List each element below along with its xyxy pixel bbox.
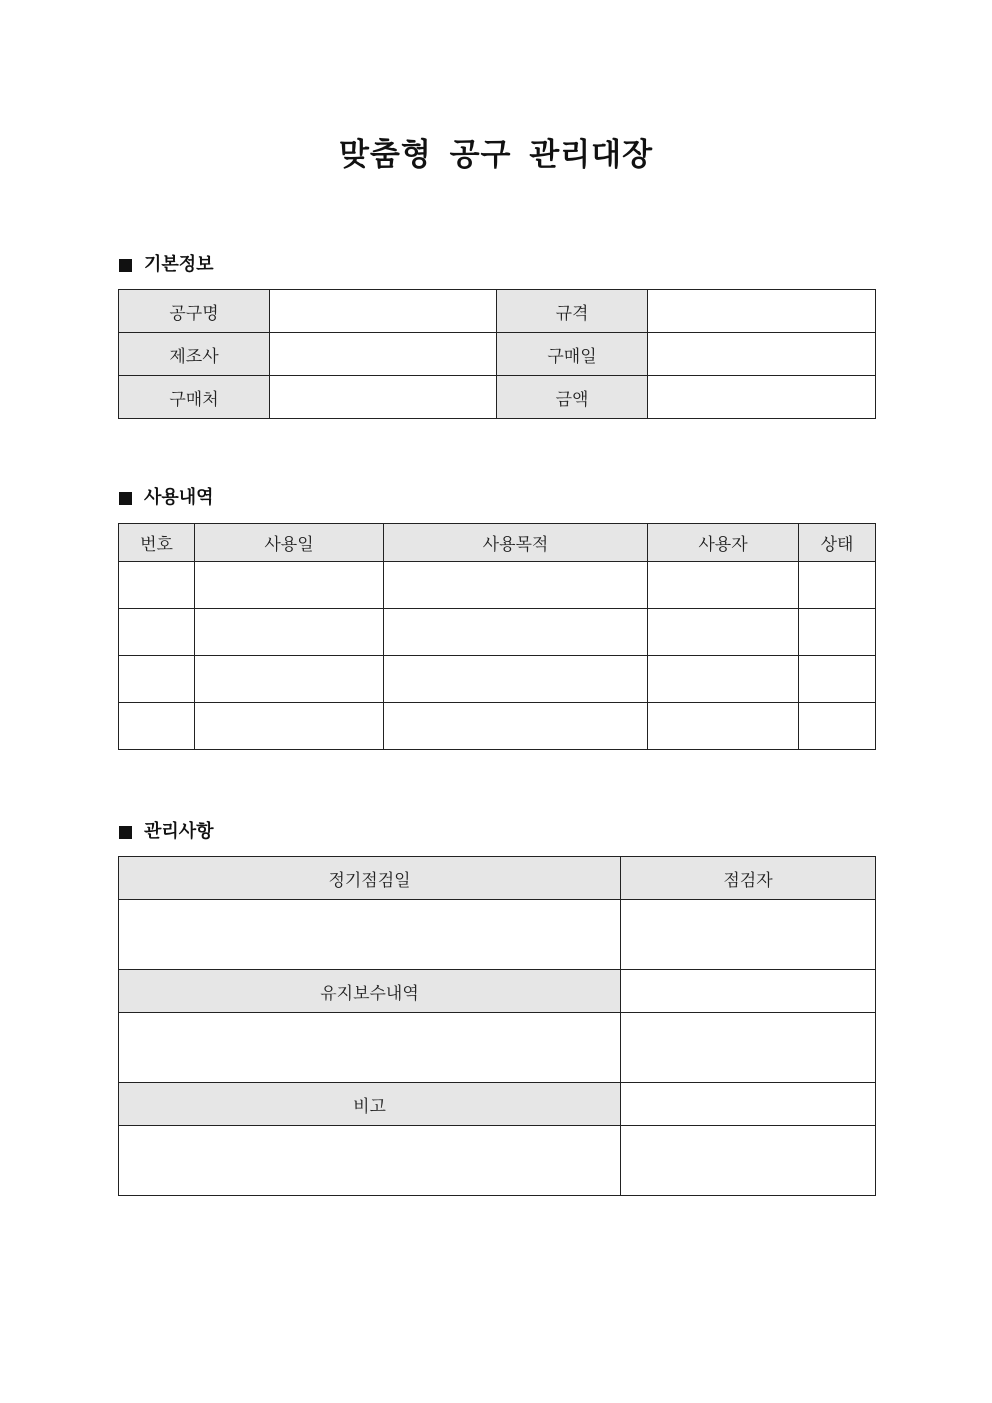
table-cell[interactable] — [119, 562, 195, 609]
table-cell[interactable] — [195, 656, 384, 703]
table-row — [119, 1013, 876, 1083]
spec-label: 규격 — [497, 290, 648, 333]
amount-label: 금액 — [497, 376, 648, 419]
table-cell[interactable] — [799, 609, 876, 656]
section-heading-label: 관리사항 — [144, 821, 214, 842]
section-heading-basic-info — [119, 253, 214, 277]
vendor-label: 구매처 — [119, 376, 270, 419]
black-square-icon — [119, 826, 132, 839]
table-row — [119, 900, 876, 970]
table-row — [119, 562, 876, 609]
remarks-field[interactable] — [119, 1126, 621, 1196]
inspector-label: 점검자 — [621, 857, 876, 900]
table-cell[interactable] — [384, 609, 648, 656]
table-cell[interactable] — [799, 562, 876, 609]
table-cell[interactable] — [648, 703, 799, 750]
table-cell[interactable] — [195, 609, 384, 656]
maintenance-history-field[interactable] — [119, 1013, 621, 1083]
spec-field[interactable] — [648, 290, 876, 333]
amount-field[interactable] — [648, 376, 876, 419]
column-header-number: 번호 — [119, 524, 195, 562]
maintenance-history-label: 유지보수내역 — [119, 970, 621, 1013]
remarks-label: 비고 — [119, 1083, 621, 1126]
black-square-icon — [119, 492, 132, 505]
basic-info-table — [118, 289, 876, 419]
column-header-status: 상태 — [799, 524, 876, 562]
table-row — [119, 290, 876, 333]
vendor-field[interactable] — [270, 376, 497, 419]
table-cell[interactable] — [195, 562, 384, 609]
column-header-user: 사용자 — [648, 524, 799, 562]
table-cell[interactable] — [648, 562, 799, 609]
table-row — [119, 703, 876, 750]
table-cell[interactable] — [384, 562, 648, 609]
table-row — [119, 656, 876, 703]
inspection-date-label: 정기점검일 — [119, 857, 621, 900]
table-header-row — [119, 524, 876, 562]
table-cell[interactable] — [648, 609, 799, 656]
table-cell[interactable] — [621, 1013, 876, 1083]
table-cell[interactable] — [799, 656, 876, 703]
table-row — [119, 333, 876, 376]
table-cell[interactable] — [384, 656, 648, 703]
inspector-field[interactable] — [621, 900, 876, 970]
table-row — [119, 376, 876, 419]
table-cell[interactable] — [119, 609, 195, 656]
usage-history-table — [118, 523, 876, 750]
management-table — [118, 856, 876, 1196]
table-row — [119, 857, 876, 900]
table-cell[interactable] — [195, 703, 384, 750]
column-header-use-date: 사용일 — [195, 524, 384, 562]
table-cell[interactable] — [621, 970, 876, 1013]
section-heading-management — [119, 820, 214, 844]
table-row — [119, 609, 876, 656]
table-row — [119, 970, 876, 1013]
inspection-date-field[interactable] — [119, 900, 621, 970]
table-row — [119, 1083, 876, 1126]
purchase-date-label: 구매일 — [497, 333, 648, 376]
table-cell[interactable] — [621, 1083, 876, 1126]
table-row — [119, 1126, 876, 1196]
tool-name-label: 공구명 — [119, 290, 270, 333]
table-cell[interactable] — [621, 1126, 876, 1196]
table-cell[interactable] — [119, 656, 195, 703]
table-cell[interactable] — [799, 703, 876, 750]
table-cell[interactable] — [648, 656, 799, 703]
section-heading-usage-history — [119, 486, 214, 510]
tool-name-field[interactable] — [270, 290, 497, 333]
purchase-date-field[interactable] — [648, 333, 876, 376]
black-square-icon — [119, 259, 132, 272]
section-heading-label: 기본정보 — [144, 254, 214, 275]
table-cell[interactable] — [119, 703, 195, 750]
manufacturer-label: 제조사 — [119, 333, 270, 376]
manufacturer-field[interactable] — [270, 333, 497, 376]
column-header-purpose: 사용목적 — [384, 524, 648, 562]
table-cell[interactable] — [384, 703, 648, 750]
section-heading-label: 사용내역 — [144, 487, 214, 508]
page-title: 맞춤형 공구 관리대장 — [338, 137, 654, 173]
